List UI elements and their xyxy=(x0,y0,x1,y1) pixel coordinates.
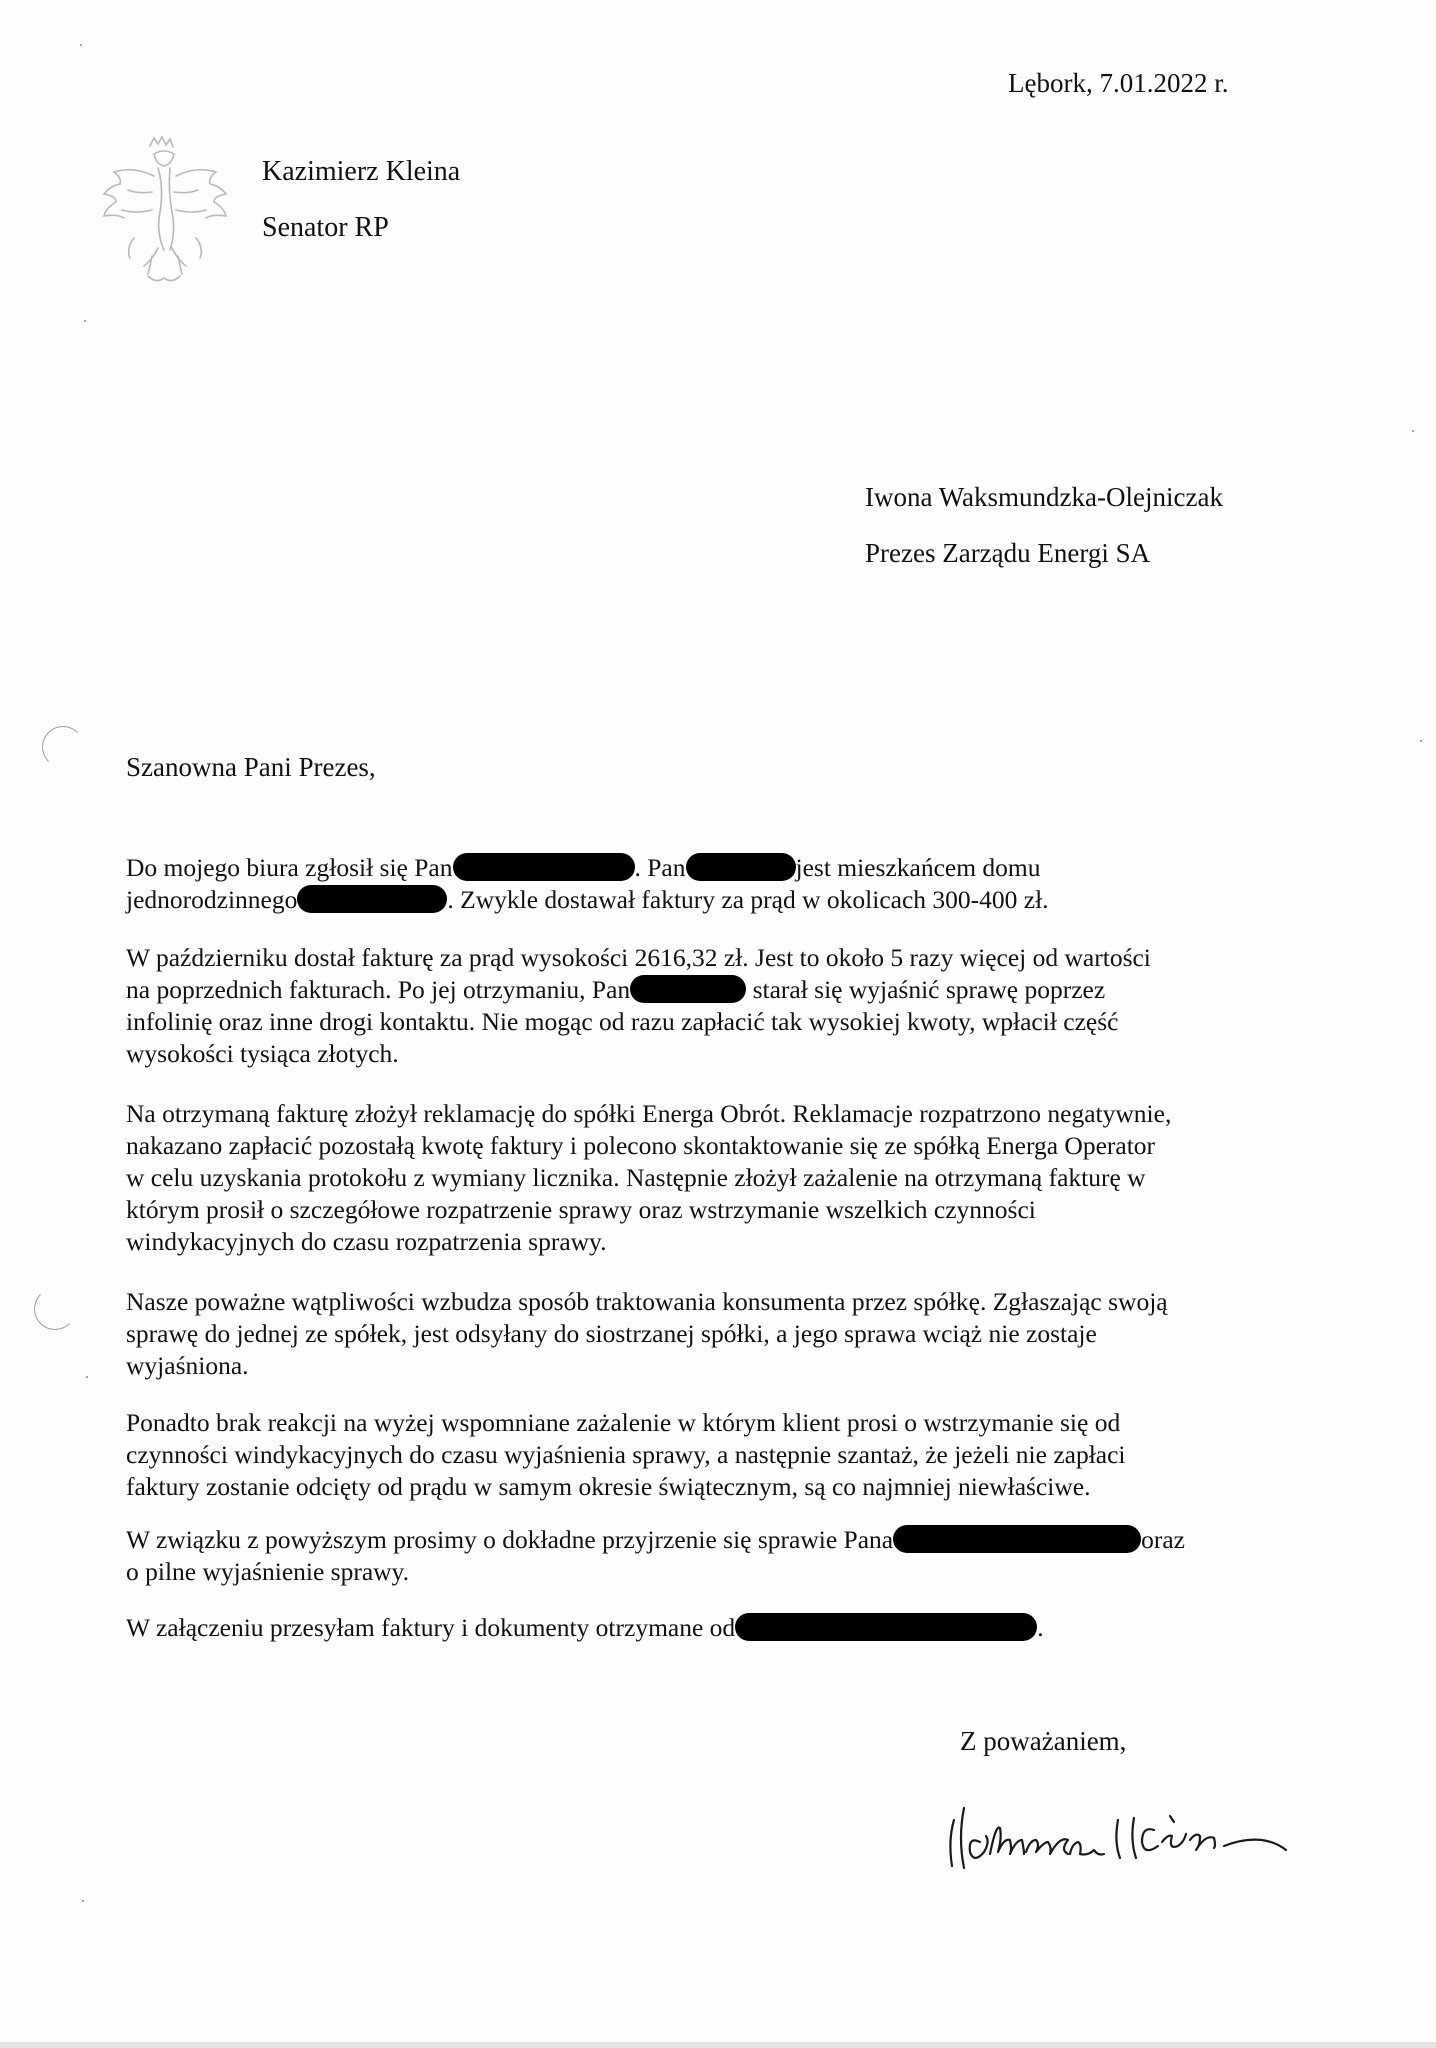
paragraph-line xyxy=(126,1612,1250,1644)
paragraph-7 xyxy=(126,1612,1250,1644)
salutation: Szanowna Pani Prezes, xyxy=(126,752,376,782)
text-run: jest mieszkańcem domu xyxy=(795,853,1041,882)
punch-hole-mark xyxy=(34,1288,76,1330)
paragraph-2 xyxy=(126,942,1250,1070)
place-and-date: Lębork, 7.01.2022 r. xyxy=(1008,68,1229,98)
scan-speck xyxy=(82,1900,84,1902)
text-run: na poprzednich fakturach. Po jej otrzymaniu, Pan xyxy=(126,975,631,1004)
paragraph-line: faktury zostanie odcięty od prądu w samym okresie świątecznym, są co najmniej niewłaściwe. xyxy=(126,1472,1091,1501)
text-run: W związku z powyższym prosimy o dokładne przyjrzenie się sprawie Pana xyxy=(126,1525,894,1554)
sender-title: Senator RP xyxy=(262,212,389,243)
paragraph-line: sprawę do jednej ze spółek, jest odsyłany do siostrzanej spółki, a jego sprawa wciąż nie zostaje xyxy=(126,1319,1097,1348)
paragraph-line xyxy=(126,1524,1250,1556)
redaction-bar xyxy=(297,885,447,913)
paragraph-line: wyjaśniona. xyxy=(126,1351,249,1380)
text-run: oraz xyxy=(1141,1525,1186,1554)
paragraph-6 xyxy=(126,1524,1250,1588)
paragraph-line: windykacyjnych do czasu rozpatrzenia sprawy. xyxy=(126,1227,607,1256)
paragraph-line: Na otrzymaną fakturę złożył reklamację do spółki Energa Obrót. Reklamacje rozpatrzono negatywnie, xyxy=(126,1099,1172,1128)
redaction-bar xyxy=(630,975,746,1003)
text-run: . Zwykle dostawał faktury za prąd w okolicach 300-400 zł. xyxy=(447,885,1049,914)
scan-speck xyxy=(84,320,86,322)
redaction-bar xyxy=(686,853,796,881)
paragraph-line xyxy=(126,884,1250,916)
scan-speck xyxy=(1412,430,1414,432)
paragraph-1 xyxy=(126,852,1250,916)
text-run: W załączeniu przesyłam faktury i dokumenty otrzymane od xyxy=(126,1613,736,1642)
paragraph-line: Nasze poważne wątpliwości wzbudza sposób traktowania konsumenta przez spółkę. Zgłaszając swoją xyxy=(126,1287,1168,1316)
paragraph-line: którym prosił o szczegółowe rozpatrzenie sprawy oraz wstrzymanie wszelkich czynności xyxy=(126,1195,1036,1224)
scan-edge xyxy=(0,2042,1436,2048)
scan-speck xyxy=(1420,740,1422,742)
redaction-bar xyxy=(735,1613,1037,1641)
text-run: . Pan xyxy=(634,853,686,882)
paragraph-5 xyxy=(126,1407,1250,1503)
paragraph-line: Ponadto brak reakcji na wyżej wspomniane zażalenie w którym klient prosi o wstrzymanie się od xyxy=(126,1408,1121,1437)
text-run: Do mojego biura zgłosił się Pan xyxy=(126,853,453,882)
text-run: . xyxy=(1037,1613,1044,1642)
eagle-emblem-icon xyxy=(88,128,238,298)
paragraph-line: o pilne wyjaśnienie sprawy. xyxy=(126,1557,410,1586)
punch-hole-mark xyxy=(42,726,84,768)
handwritten-signature xyxy=(940,1790,1300,1880)
paragraph-4 xyxy=(126,1286,1250,1382)
scan-speck xyxy=(80,44,82,46)
paragraph-line: w celu uzyskania protokołu z wymiany licznika. Następnie złożył zażalenie na otrzymaną fakturę w xyxy=(126,1163,1146,1192)
paragraph-line: czynności windykacyjnych do czasu wyjaśnienia sprawy, a następnie szantaż, że jeżeli nie zapłaci xyxy=(126,1440,1126,1469)
sender-name: Kazimierz Kleina xyxy=(262,156,461,187)
recipient-title: Prezes Zarządu Energi SA xyxy=(865,538,1151,568)
text-run: starał się wyjaśnić sprawę poprzez xyxy=(752,975,1106,1004)
scan-speck xyxy=(86,1376,88,1378)
recipient-name: Iwona Waksmundzka-Olejniczak xyxy=(865,482,1223,512)
paragraph-line: nakazano zapłacić pozostałą kwotę faktury i polecono skontaktowanie się ze spółką Energa Operator xyxy=(126,1131,1156,1160)
paragraph-line xyxy=(126,852,1250,884)
redaction-bar xyxy=(453,853,635,881)
paragraph-line: wysokości tysiąca złotych. xyxy=(126,1039,399,1068)
paragraph-3 xyxy=(126,1098,1250,1258)
paragraph-line: W październiku dostał fakturę za prąd wysokości 2616,32 zł. Jest to około 5 razy więcej od wartości xyxy=(126,943,1151,972)
closing: Z poważaniem, xyxy=(960,1726,1127,1756)
text-run: jednorodzinnego xyxy=(126,885,298,914)
redaction-bar xyxy=(893,1525,1141,1553)
paragraph-line: infolinię oraz inne drogi kontaktu. Nie mogąc od razu zapłacić tak wysokiej kwoty, wpłacił część xyxy=(126,1007,1119,1036)
paragraph-line xyxy=(126,974,1250,1006)
